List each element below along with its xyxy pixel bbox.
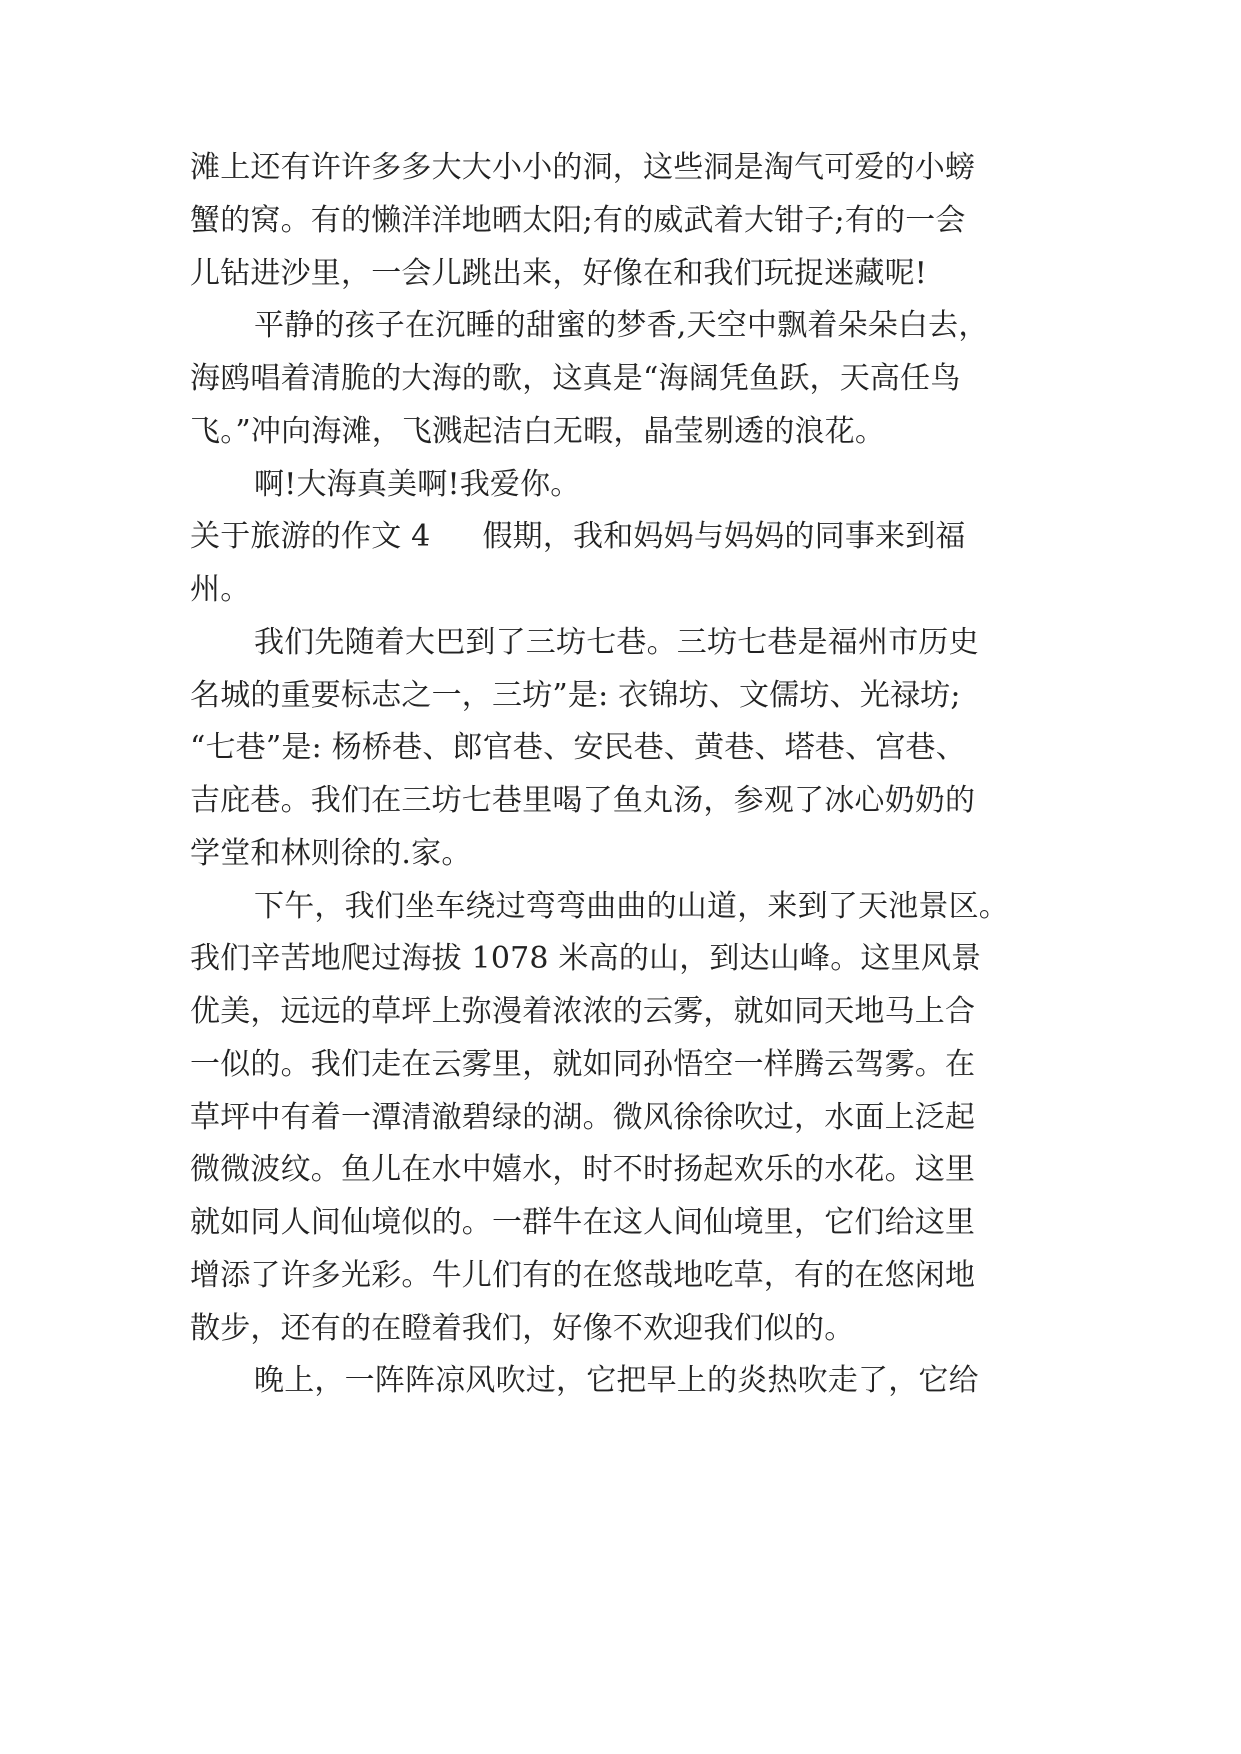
paragraph-line: 平静的孩子在沉睡的甜蜜的梦香,天空中飘着朵朵白去， <box>254 308 989 343</box>
paragraph-line: 增添了许多光彩。牛儿们有的在悠哉地吃草，有的在悠闲地 <box>190 1258 976 1293</box>
paragraph-line: 就如同人间仙境似的。一群牛在这人间仙境里，它们给这里 <box>190 1205 976 1240</box>
paragraph-line: 学堂和林则徐的.家。 <box>190 836 472 871</box>
paragraph-line: 晚上，一阵阵凉风吹过，它把早上的炎热吹走了，它给 <box>254 1363 979 1398</box>
paragraph-line: 假期，我和妈妈与妈妈的同事来到福 <box>482 519 966 554</box>
paragraph-line: 海鸥唱着清脆的大海的歌，这真是“海阔凭鱼跃，天高任鸟 <box>190 361 961 396</box>
paragraph-line: 微微波纹。鱼儿在水中嬉水，时不时扬起欢乐的水花。这里 <box>190 1152 976 1187</box>
paragraph-line: 滩上还有许许多多大大小小的洞，这些洞是淘气可爱的小螃 <box>190 150 976 185</box>
paragraph-line: 吉庇巷。我们在三坊七巷里喝了鱼丸汤，参观了冰心奶奶的 <box>190 783 976 818</box>
paragraph-line: “七巷”是: 杨桥巷、郎官巷、安民巷、黄巷、塔巷、宫巷、 <box>190 730 966 765</box>
paragraph-line: 一似的。我们走在云雾里，就如同孙悟空一样腾云驾雾。在 <box>190 1047 976 1082</box>
paragraph-line: 儿钻进沙里，一会儿跳出来，好像在和我们玩捉迷藏呢! <box>190 256 928 291</box>
paragraph-line: 优美，远远的草坪上弥漫着浓浓的云雾，就如同天地马上合 <box>190 994 976 1029</box>
paragraph-line: 我们先随着大巴到了三坊七巷。三坊七巷是福州市历史 <box>254 625 979 660</box>
paragraph-line: 我们辛苦地爬过海拔 1078 米高的山，到达山峰。这里风景 <box>190 941 982 976</box>
heading-line <box>190 517 966 557</box>
paragraph-line: 散步，还有的在瞪着我们，好像不欢迎我们似的。 <box>190 1311 855 1346</box>
paragraph-line: 啊!大海真美啊!我爱你。 <box>254 467 581 502</box>
paragraph-line: 蟹的窝。有的懒洋洋地晒太阳;有的威武着大钳子;有的一会 <box>190 203 966 238</box>
paragraph-line: 名城的重要标志之一，三坊”是: 衣锦坊、文儒坊、光禄坊; <box>190 678 961 713</box>
paragraph-line: 州。 <box>190 572 251 607</box>
paragraph-line: 飞。”冲向海滩，飞溅起洁白无暇，晶莹剔透的浪花。 <box>190 414 886 449</box>
section-heading: 关于旅游的作文 4 <box>190 519 431 554</box>
paragraph-line: 草坪中有着一潭清澈碧绿的湖。微风徐徐吹过，水面上泛起 <box>190 1100 976 1135</box>
paragraph-line: 下午，我们坐车绕过弯弯曲曲的山道，来到了天池景区。 <box>254 889 1009 924</box>
